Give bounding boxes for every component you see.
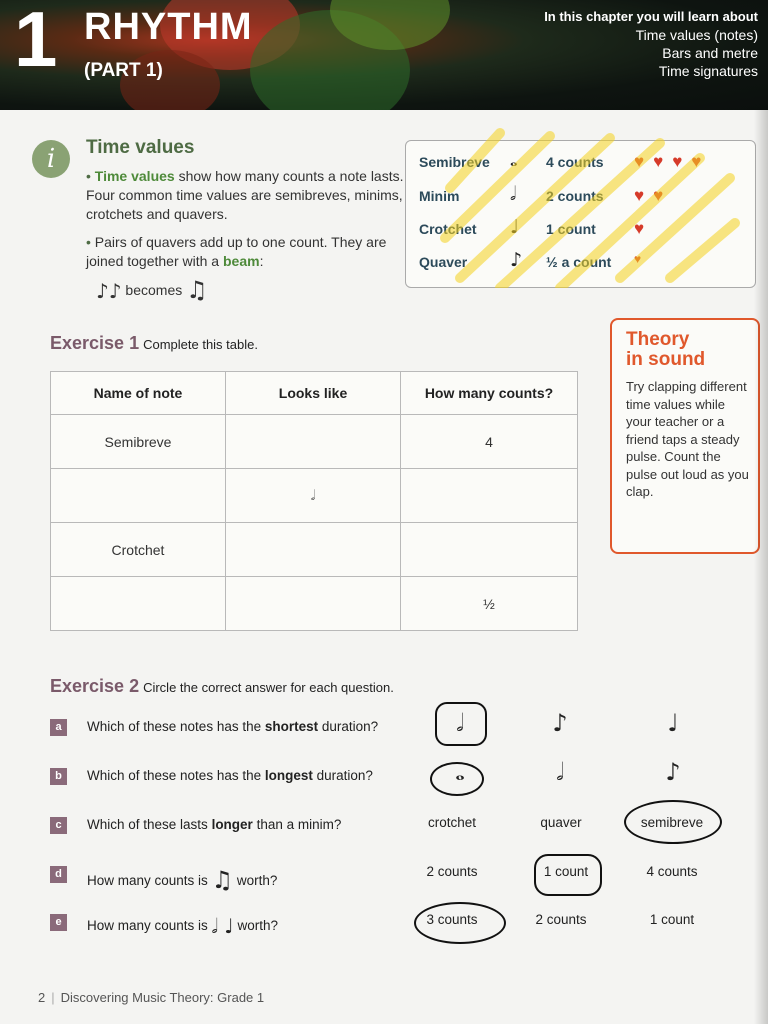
answer-circle-mark — [624, 800, 722, 844]
column-header: Name of note — [51, 372, 226, 415]
info-icon: i — [32, 140, 70, 178]
q-bold: longest — [264, 768, 313, 783]
learn-about-box — [544, 8, 758, 80]
minim-crotchet-icon: 𝅗𝅥 ♩ — [211, 914, 234, 938]
answer-option[interactable]: semibreve — [640, 815, 704, 830]
column-header: How many counts? — [401, 372, 578, 415]
note-name: Crotchet — [419, 221, 477, 237]
heart-icons: ♥♥♥♥ — [634, 152, 711, 171]
chapter-subtitle: (PART 1) — [84, 60, 163, 81]
q-text: than a minim? — [252, 817, 342, 832]
minim-icon[interactable]: 𝅗𝅥 — [456, 709, 464, 737]
q-text: duration? — [318, 719, 379, 734]
beamed-quavers-icon: ♫ — [211, 866, 234, 894]
table-cell[interactable]: Semibreve — [51, 415, 226, 469]
beam-example — [96, 276, 208, 304]
answer-option[interactable]: 2 counts — [426, 864, 478, 879]
answer-option[interactable]: 4 counts — [646, 864, 698, 879]
bullet-time-values: • Time values show how many counts a note lasts. Four common time values are semibreves, minims, crotchets and quavers. — [86, 168, 404, 222]
table-cell[interactable]: Crotchet — [51, 523, 226, 577]
minim-icon[interactable]: 𝅗𝅥 — [556, 758, 564, 786]
beam-word: becomes — [125, 282, 183, 298]
question-text — [87, 768, 373, 783]
learn-heading: In this chapter you will learn about — [544, 9, 758, 24]
heart-icons: ♥ — [634, 219, 654, 238]
exercise1-table — [50, 371, 578, 631]
note-row-minim — [406, 181, 755, 214]
term-time-values: Time values — [94, 168, 175, 184]
term-beam: beam — [222, 253, 260, 269]
learn-item: Bars and metre — [662, 45, 758, 61]
time-values-heading: Time values — [86, 137, 195, 158]
note-name: Minim — [419, 188, 460, 204]
exercise-label: Exercise 2 — [50, 676, 140, 696]
crotchet-icon: ♩ — [510, 216, 519, 238]
table-cell[interactable] — [401, 523, 578, 577]
answer-circle-mark — [414, 902, 506, 944]
note-name: Semibreve — [419, 154, 490, 170]
note-row-semibreve — [406, 147, 755, 180]
note-name: Quaver — [419, 254, 468, 270]
minim-icon: 𝅗𝅥 — [510, 183, 517, 205]
exercise2-title — [50, 676, 394, 697]
q-bold: shortest — [264, 719, 319, 734]
table-cell[interactable]: ½ — [401, 577, 578, 631]
q-bold: longer — [211, 817, 253, 832]
answer-option[interactable]: 3 counts — [426, 912, 478, 927]
chapter-number: 1 — [14, 0, 58, 83]
note-row-crotchet — [406, 214, 755, 247]
answer-option[interactable]: 2 counts — [535, 912, 587, 927]
note-values-box — [405, 140, 756, 288]
question-label: e — [50, 914, 67, 931]
question-text — [87, 719, 378, 734]
chapter-header — [0, 0, 768, 110]
q-text: worth? — [233, 918, 278, 933]
answer-circle-mark — [430, 762, 484, 796]
question-a — [50, 709, 750, 741]
quaver-icon: ♪ — [510, 249, 523, 271]
table-cell[interactable]: 4 — [401, 415, 578, 469]
answer-option[interactable]: 1 count — [543, 864, 589, 879]
column-header: Looks like — [226, 372, 401, 415]
table-cell[interactable] — [226, 523, 401, 577]
question-text — [87, 866, 277, 894]
table-cell[interactable] — [51, 469, 226, 523]
table-row — [51, 523, 578, 577]
page-edge-shadow — [754, 110, 768, 1024]
q-text: Which of these notes has the — [87, 768, 265, 783]
exercise-instruction: Circle the correct answer for each question. — [143, 680, 394, 695]
page-number: 2 — [38, 990, 46, 1005]
quaver-icon[interactable]: ♪ — [665, 758, 681, 786]
heading-line: Theory — [626, 329, 690, 350]
learn-item: Time signatures — [658, 63, 758, 79]
q-text: How many counts is — [87, 918, 212, 933]
note-count: ½ a count — [546, 254, 612, 270]
answer-option[interactable]: quaver — [540, 815, 582, 830]
theory-in-sound-box — [610, 318, 760, 554]
note-count: 2 counts — [546, 188, 604, 204]
question-b — [50, 758, 750, 790]
table-cell[interactable] — [401, 469, 578, 523]
table-row — [51, 415, 578, 469]
chapter-title: RHYTHM — [84, 6, 253, 48]
question-d — [50, 864, 750, 894]
learn-item: Time values (notes) — [635, 27, 758, 43]
q-text: worth? — [233, 873, 278, 888]
question-label: c — [50, 817, 67, 834]
note-row-quaver — [406, 247, 755, 280]
bullet-punct: : — [259, 253, 264, 269]
quaver-icon[interactable]: ♪ — [552, 709, 568, 737]
table-row — [51, 577, 578, 631]
theory-in-sound-text: Try clapping different time values while your teacher or a friend taps a steady pulse. Count the pulse out loud as you clap. — [626, 379, 749, 499]
q-text: How many counts is — [87, 873, 212, 888]
semibreve-icon: 𝅝 — [510, 149, 518, 171]
table-row — [51, 469, 578, 523]
bullet-text: Pairs of quavers add up to one count. They are joined together with a — [86, 234, 387, 269]
q-text: Which of these notes has the — [87, 719, 265, 734]
exercise-label: Exercise 1 — [50, 333, 140, 353]
note-count: 4 counts — [546, 154, 604, 170]
question-text — [87, 914, 278, 938]
exercise1-title — [50, 333, 258, 354]
q-text: Which of these lasts — [87, 817, 212, 832]
table-cell[interactable] — [226, 577, 401, 631]
table-cell[interactable] — [51, 577, 226, 631]
answer-circle-mark — [534, 854, 602, 896]
answer-option[interactable]: crotchet — [427, 815, 477, 830]
book-title: Discovering Music Theory: Grade 1 — [60, 990, 265, 1005]
question-label: d — [50, 866, 67, 883]
bullet-quavers: • Pairs of quavers add up to one count. They are joined together with a beam: — [86, 234, 387, 269]
table-cell[interactable] — [226, 415, 401, 469]
heading-line: in sound — [626, 349, 706, 370]
question-label: b — [50, 768, 67, 785]
page-footer: 2 | Discovering Music Theory: Grade 1 — [38, 990, 265, 1005]
semibreve-icon[interactable]: 𝅝 — [455, 758, 465, 786]
heart-icons: ♥ — [634, 252, 651, 266]
table-header-row — [51, 372, 578, 415]
exercise-instruction: Complete this table. — [143, 337, 258, 352]
question-e — [50, 914, 750, 936]
note-count: 1 count — [546, 221, 596, 237]
beamed-quavers-icon: ♫ — [186, 276, 208, 304]
two-quavers-icon: ♪♪ — [96, 279, 122, 303]
question-text — [87, 817, 341, 832]
bullet-text: show how many counts a note lasts. Four common time values are semibreves, minims, crotchets and quavers. — [86, 168, 404, 222]
heart-icons: ♥♥ — [634, 186, 673, 205]
crotchet-icon[interactable]: ♩ — [667, 709, 679, 737]
answer-option[interactable]: 1 count — [649, 912, 695, 927]
answer-circle-mark — [435, 702, 487, 746]
minim-icon[interactable]: 𝅗𝅥 — [226, 469, 401, 523]
theory-in-sound-heading — [626, 330, 705, 370]
question-label: a — [50, 719, 67, 736]
q-text: duration? — [312, 768, 373, 783]
